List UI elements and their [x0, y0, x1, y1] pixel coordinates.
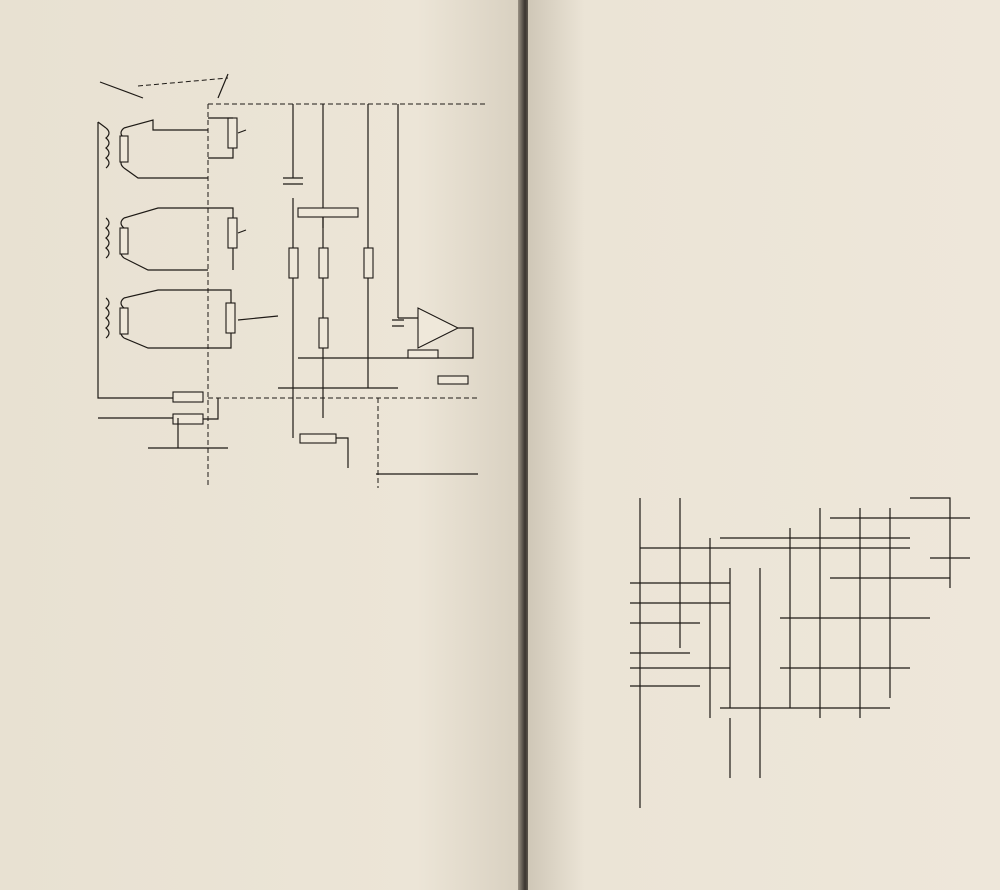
resistor-r13: [319, 318, 328, 348]
sensor-dt2: [106, 218, 128, 258]
resistor-r2: [364, 248, 373, 278]
bottom-wiring: [278, 388, 398, 438]
resistor-r3: [289, 248, 298, 278]
potentiometer-r17: [208, 208, 246, 270]
potentiometer-r26: [408, 350, 438, 358]
right-body-text: [540, 30, 972, 42]
subblock-wiring: [630, 498, 970, 808]
sensor-dt3: [106, 298, 128, 338]
sensor-dt1: [106, 128, 128, 168]
capacitor-c4: [283, 178, 303, 184]
leader-lines: [100, 74, 228, 98]
resistor-r1: [173, 392, 203, 402]
figure-7-22-schematic: [530, 418, 998, 838]
internal-buses: [293, 104, 398, 388]
potentiometer-r5-corrector: [298, 208, 358, 228]
potentiometer-r14: [208, 290, 278, 348]
potentiometer-r21: [208, 118, 246, 158]
resistor-r24: [438, 376, 468, 384]
secondary-wiring: [124, 120, 208, 348]
potentiometer-r11-setpoint: [300, 434, 348, 468]
right-page: [528, 0, 1000, 890]
resistor-r9: [319, 248, 328, 278]
capacitor-c6: [392, 320, 404, 326]
figure-7-21-schematic: [78, 58, 498, 498]
